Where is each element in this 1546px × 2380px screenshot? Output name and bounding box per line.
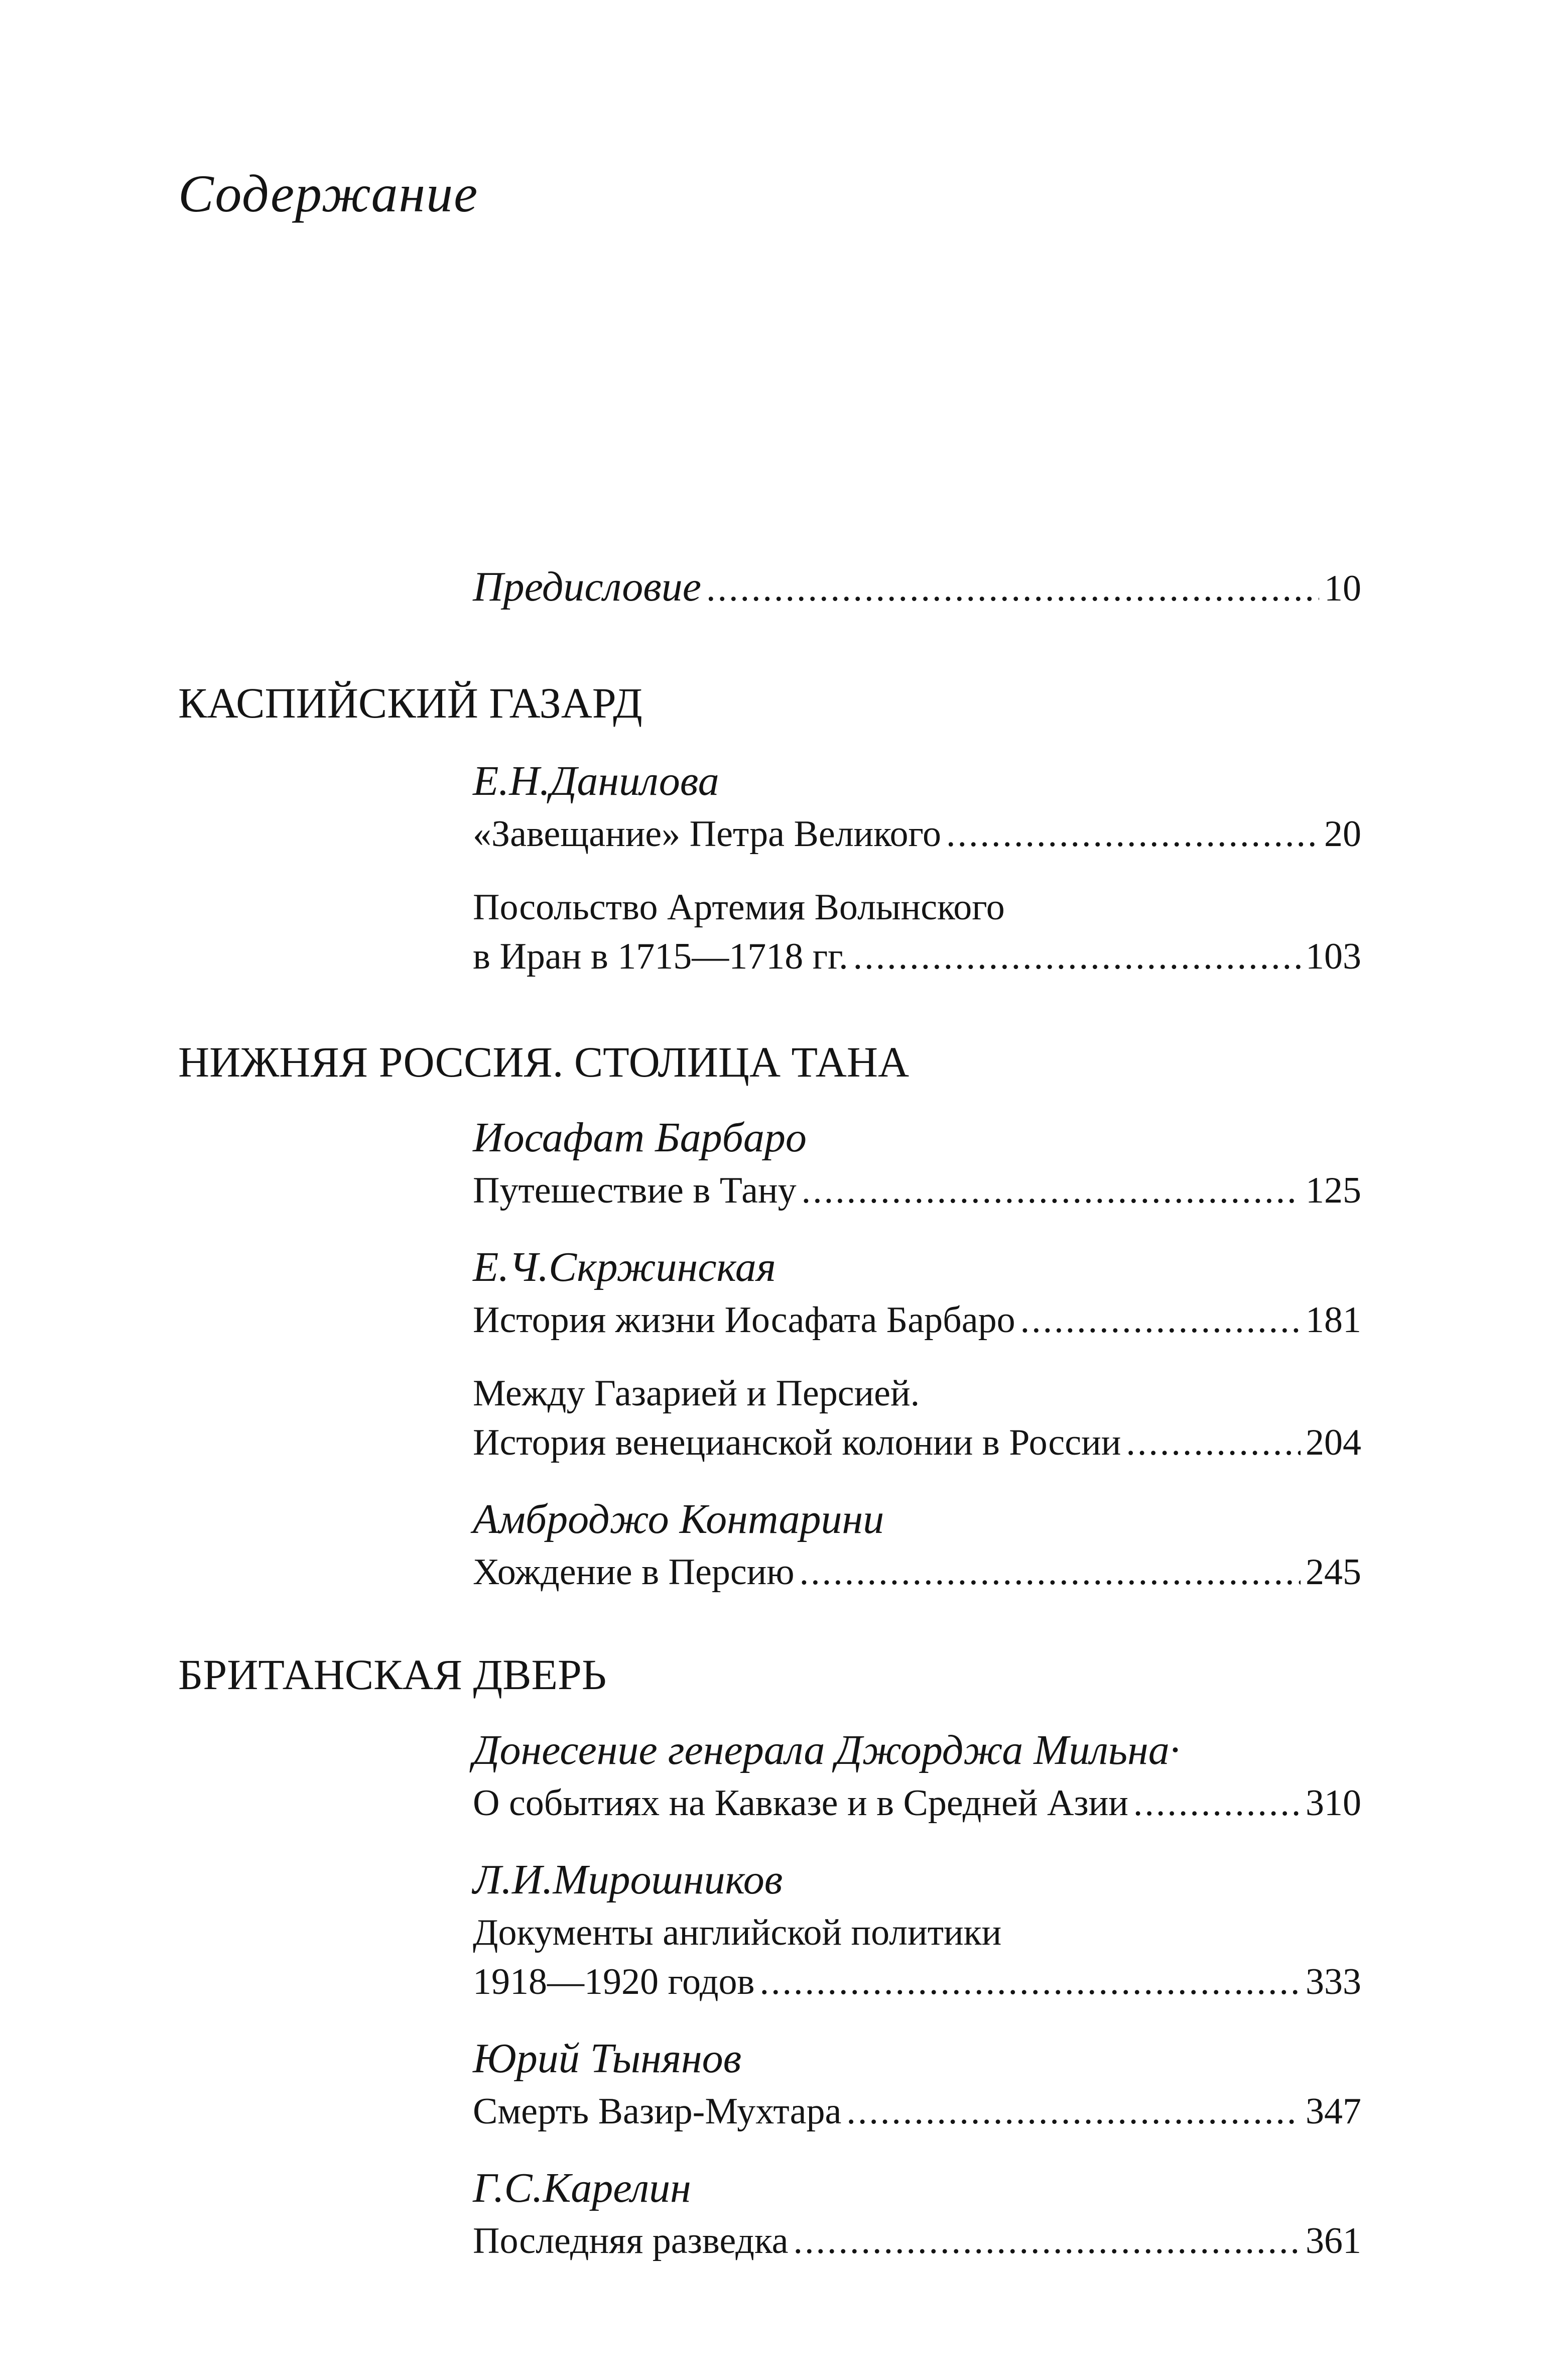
author-name: Юрий Тынянов — [473, 2035, 742, 2082]
leader-dots — [1126, 1418, 1301, 1467]
section-entries — [473, 1110, 1361, 1597]
section-entries — [473, 1722, 1361, 2266]
section-heading: НИЖНЯЯ РОССИЯ. СТОЛИЦА ТАНА — [178, 1038, 910, 1086]
toc-entry[interactable] — [473, 809, 1361, 859]
toc-entry-title: Последняя разведка — [473, 2220, 789, 2262]
toc-page-number: 310 — [1306, 1782, 1361, 1824]
toc-page-number: 361 — [1306, 2220, 1361, 2262]
section-entries — [473, 753, 1361, 981]
toc-entry-title: О событиях на Кавказе и в Средней Азии — [473, 1782, 1128, 1824]
leader-dots — [846, 2087, 1301, 2136]
toc-entry[interactable] — [473, 1110, 1361, 1215]
page-title: Содержание — [178, 164, 479, 223]
section-heading: БРИТАНСКАЯ ДВЕРЬ — [178, 1650, 607, 1699]
toc-entry-title: Между Газарией и Персией. — [473, 1373, 920, 1414]
toc-entry-preface[interactable] — [473, 562, 1361, 612]
toc-entry[interactable] — [473, 2160, 1361, 2266]
toc-entry-title: Смерть Вазир-Мухтара — [473, 2091, 842, 2132]
toc-entry[interactable] — [473, 1722, 1361, 1828]
leader-dots — [794, 2216, 1301, 2266]
author-name: Иосафат Барбаро — [473, 1114, 807, 1161]
toc-entry-title: Посольство Артемия Волынского — [473, 887, 1005, 928]
leader-dots — [1020, 1295, 1301, 1345]
toc-entry[interactable] — [473, 1239, 1361, 1345]
toc-entry[interactable] — [473, 2031, 1361, 2136]
leader-dots — [946, 809, 1319, 859]
toc-page-number: 333 — [1306, 1961, 1361, 2002]
leader-dots — [706, 564, 1319, 613]
author-name: Л.И.Мирошников — [473, 1856, 783, 1903]
author-name: Е.Ч.Скржинская — [473, 1244, 776, 1290]
toc-page-number: 181 — [1306, 1299, 1361, 1341]
toc-page-number: 20 — [1324, 813, 1361, 855]
toc-page-number: 10 — [1324, 568, 1361, 609]
toc-page-number: 125 — [1306, 1170, 1361, 1211]
toc-page-number: 103 — [1306, 936, 1361, 977]
toc-entry-title: История жизни Иосафата Барбаро — [473, 1299, 1015, 1341]
author-name: Амброджо Контарини — [473, 1496, 884, 1542]
leader-dots — [802, 1166, 1301, 1215]
author-name: Донесение генерала Джорджа Мильна· — [473, 1727, 1180, 1773]
toc-entry-title: Путешествие в Тану — [473, 1170, 797, 1211]
leader-dots — [1133, 1778, 1301, 1828]
toc-entry-title-cont: в Иран в 1715—1718 гг. — [473, 936, 848, 977]
toc-entry-title: Предисловие — [473, 563, 702, 610]
leader-dots — [759, 1957, 1301, 2006]
toc-page-number: 347 — [1306, 2091, 1361, 2132]
author-name: Г.С.Карелин — [473, 2165, 691, 2211]
toc-entry[interactable] — [473, 883, 1361, 981]
leader-dots — [853, 932, 1301, 981]
toc-entry[interactable] — [473, 1852, 1361, 2006]
toc-page-number: 204 — [1306, 1422, 1361, 1463]
leader-dots — [800, 1548, 1301, 1597]
section-heading: КАСПИЙСКИЙ ГАЗАРД — [178, 679, 642, 727]
toc-entry-title-cont: 1918—1920 годов — [473, 1961, 755, 2002]
toc-entry-title: «Завещание» Петра Великого — [473, 813, 941, 855]
author-name: Е.Н.Данилова — [473, 758, 719, 804]
toc-entry-title-cont: История венецианской колонии в России — [473, 1422, 1121, 1463]
toc-entry[interactable] — [473, 1491, 1361, 1597]
toc-entry[interactable] — [473, 1369, 1361, 1467]
toc-page-number: 245 — [1306, 1552, 1361, 1593]
toc-entry-title: Хождение в Персию — [473, 1552, 795, 1593]
toc-entry-title: Документы английской политики — [473, 1912, 1002, 1953]
